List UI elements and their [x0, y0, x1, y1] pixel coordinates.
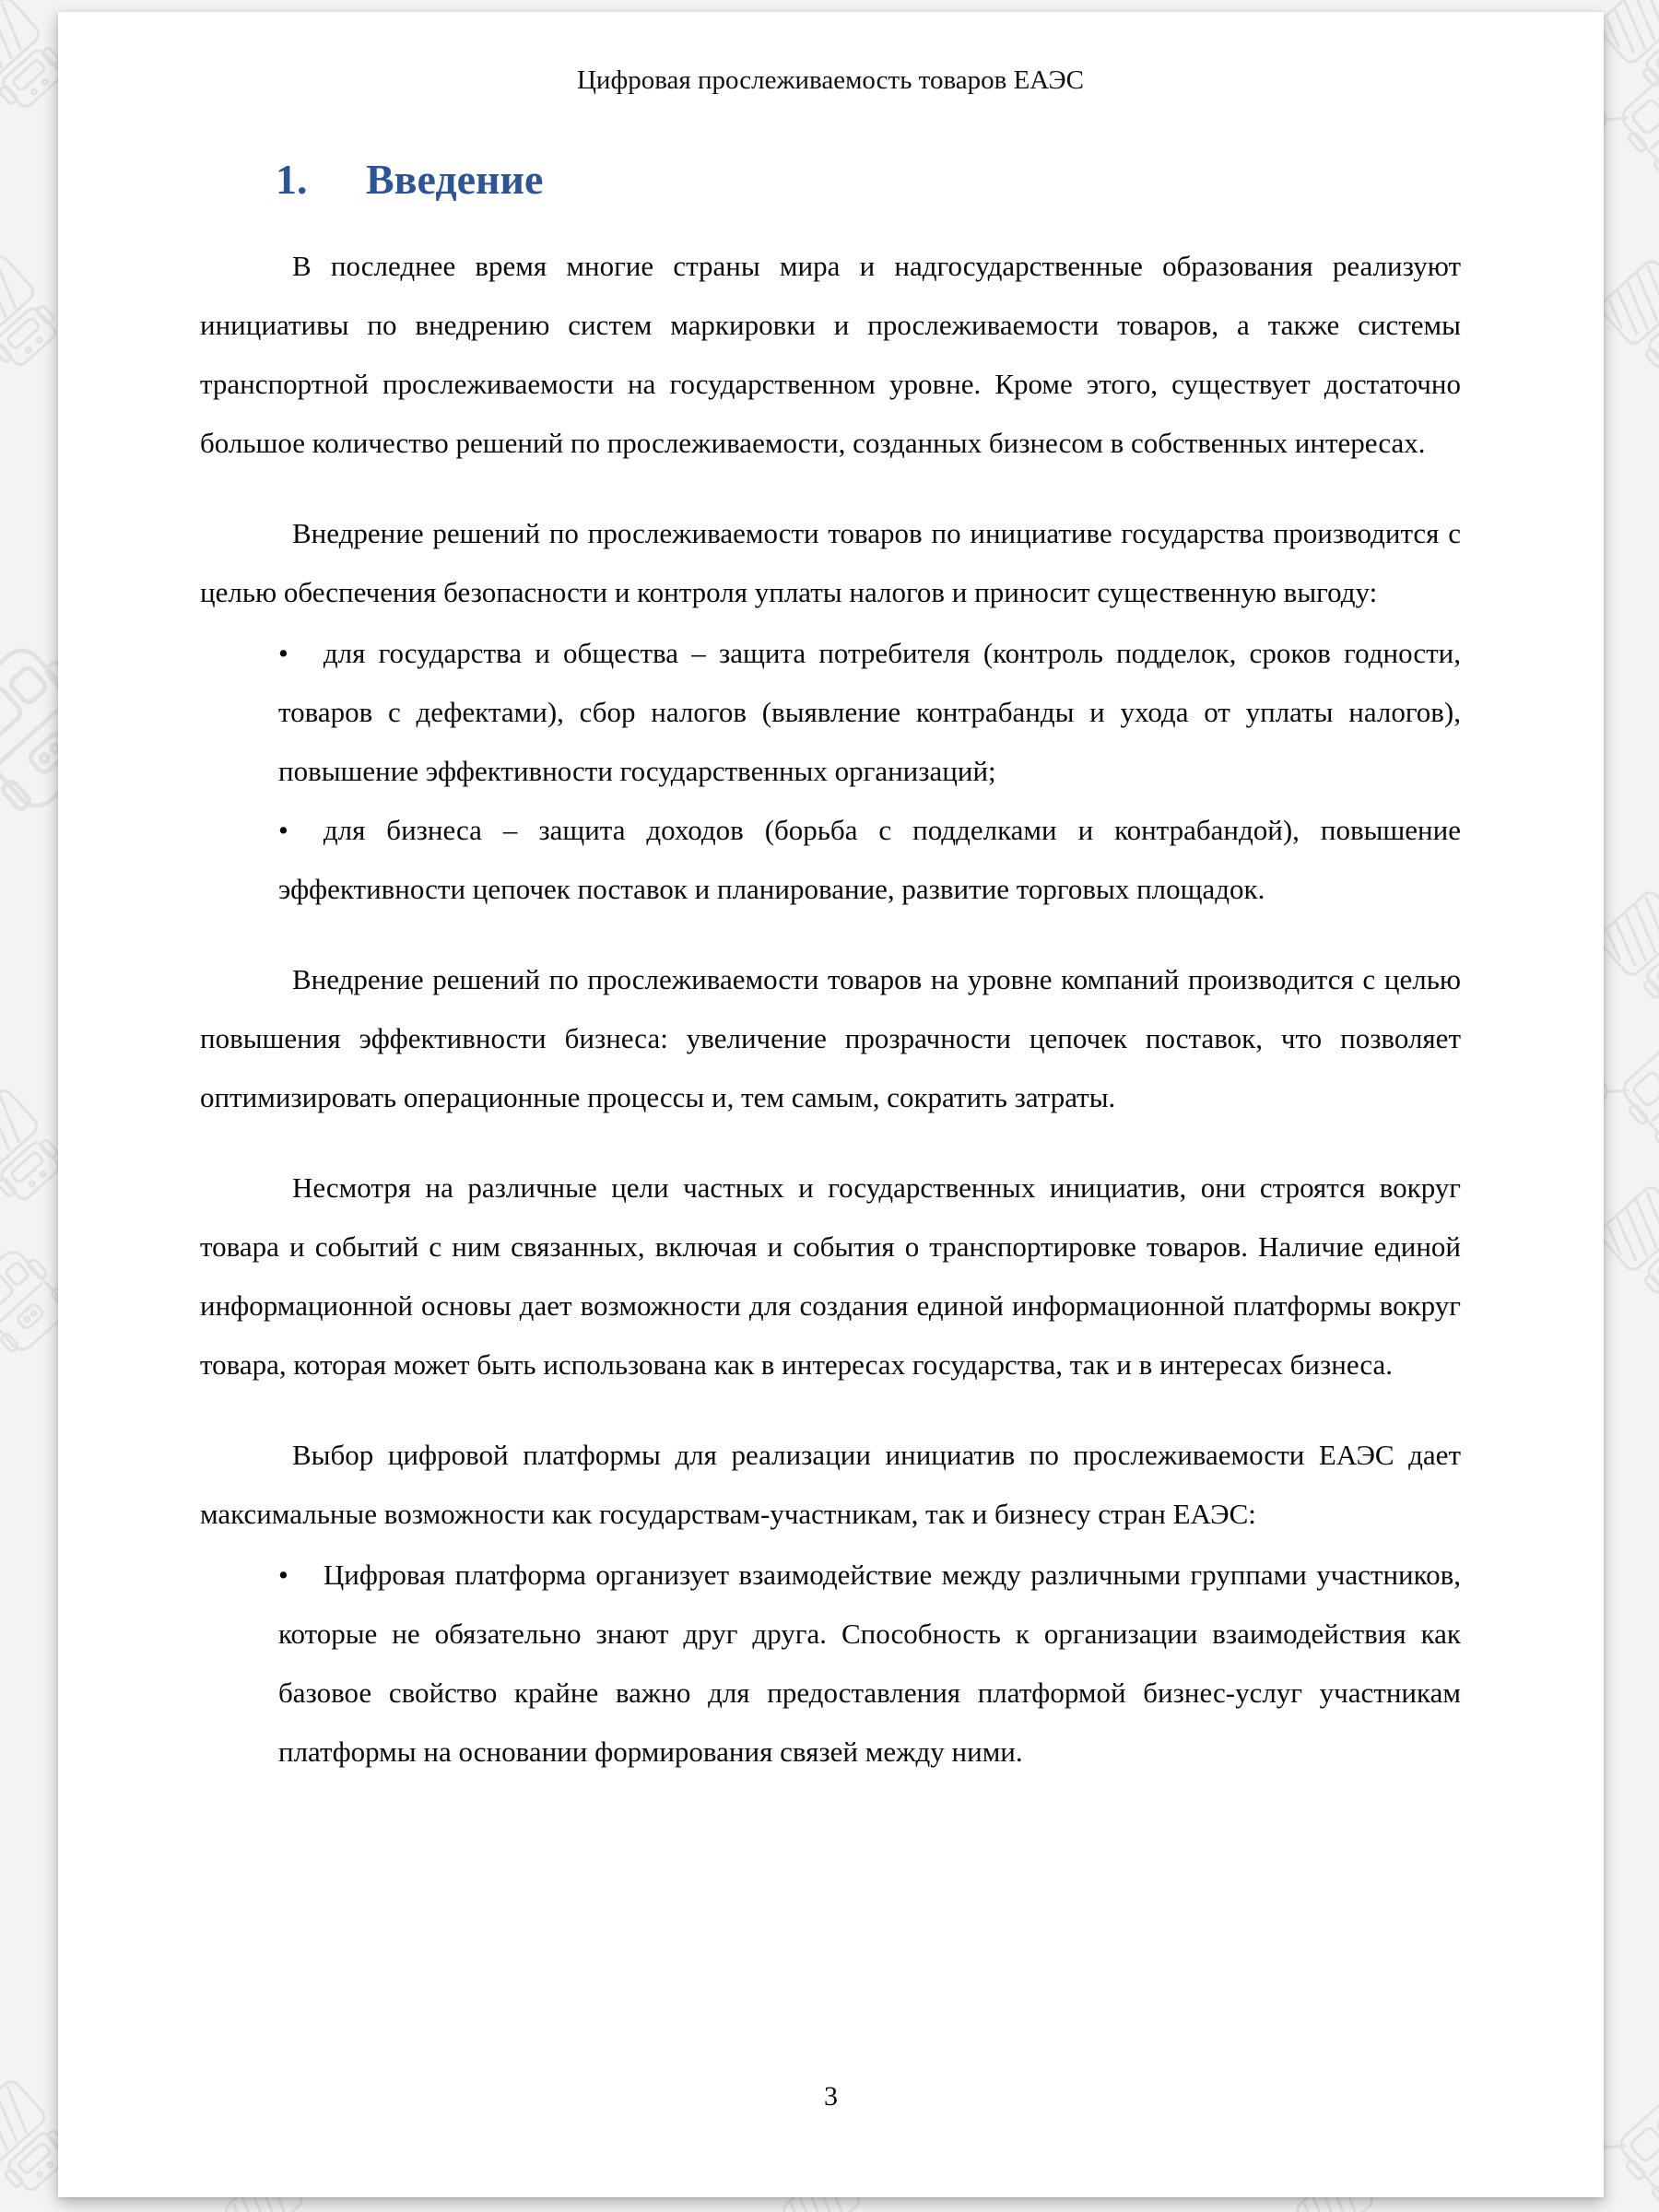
bullet-list [200, 624, 1461, 919]
list-item [278, 624, 1461, 801]
bullet-marker-icon: • [278, 637, 288, 669]
paragraph: Внедрение решений по прослеживаемости товаров на уровне компаний производится с целью повышения эффективности бизнеса: увеличение прозрачности цепочек поставок, что позволяет оптимизировать операционные процессы и, тем самым, сократить затраты. [200, 963, 1461, 1113]
cargo-truck-icon [0, 253, 66, 375]
heading-number: 1. [276, 156, 308, 203]
paragraph: Выбор цифровой платформы для реализации инициатив по прослеживаемости ЕАЭС дает максимальные возможности как государствам-участникам, так и бизнесу стран ЕАЭС: [200, 1439, 1461, 1530]
bullet-list [200, 1546, 1461, 1782]
bullet-text: для бизнеса – защита доходов (борьба с подделками и контрабандой), повышение эффективности цепочек поставок и планирование, развитие торговых площадок. [278, 814, 1461, 905]
heading-title: Введение [366, 156, 544, 203]
list-item [278, 1546, 1461, 1782]
section-heading [276, 154, 1461, 206]
cargo-truck-icon [1596, 1184, 1659, 1306]
running-header: Цифровая прослеживаемость товаров ЕАЭС [576, 65, 1085, 95]
page-number: 3 [824, 2081, 838, 2112]
paragraph: В последнее время многие страны мира и надгосударственные образования реализуют инициативы по внедрению систем маркировки и прослеживаемости товаров, а также системы транспортной прослеживаемости на государственном уровне. Кроме этого, существует достаточно большое количество решений по прослеживаемости, созданных бизнесом в собственных интересах. [200, 250, 1461, 459]
bullet-text: Цифровая платформа организует взаимодействие между различными группами участников, которые не обязательно знают друг друга. Способность к организации взаимодействия как базовое свойство крайне важно для предоставления платформой бизнес-услуг участникам платформы на основании формирования связей между ними. [278, 1559, 1461, 1768]
cargo-truck-icon [1594, 0, 1659, 99]
cargo-truck-icon [1597, 258, 1659, 380]
cargo-truck-icon [1595, 889, 1659, 1011]
bullet-marker-icon: • [278, 814, 288, 846]
list-item [278, 801, 1461, 919]
document-page [58, 12, 1604, 2197]
bullet-text: для государства и общества – защита потребителя (контроль подделок, сроков годности, товаров с дефектами), сбор налогов (выявление контрабанды и ухода от уплаты налогов), повышение эффективности государственных организаций; [278, 637, 1461, 787]
paragraph: Внедрение решений по прослеживаемости товаров по инициативе государства производится с целью обеспечения безопасности и контроля уплаты налогов и приносит существенную выгоду: [200, 517, 1461, 608]
paragraph: Несмотря на различные цели частных и государственных инициатив, они строятся вокруг товара и событий с ним связанных, включая и события о транспортировке товаров. Наличие единой информационной основы дает возможности для создания единой информационной платформы вокруг товара, которая может быть использована как в интересах государства, так и в интересах бизнеса. [200, 1171, 1461, 1381]
bullet-marker-icon: • [278, 1559, 288, 1591]
page-content [58, 12, 1604, 1782]
